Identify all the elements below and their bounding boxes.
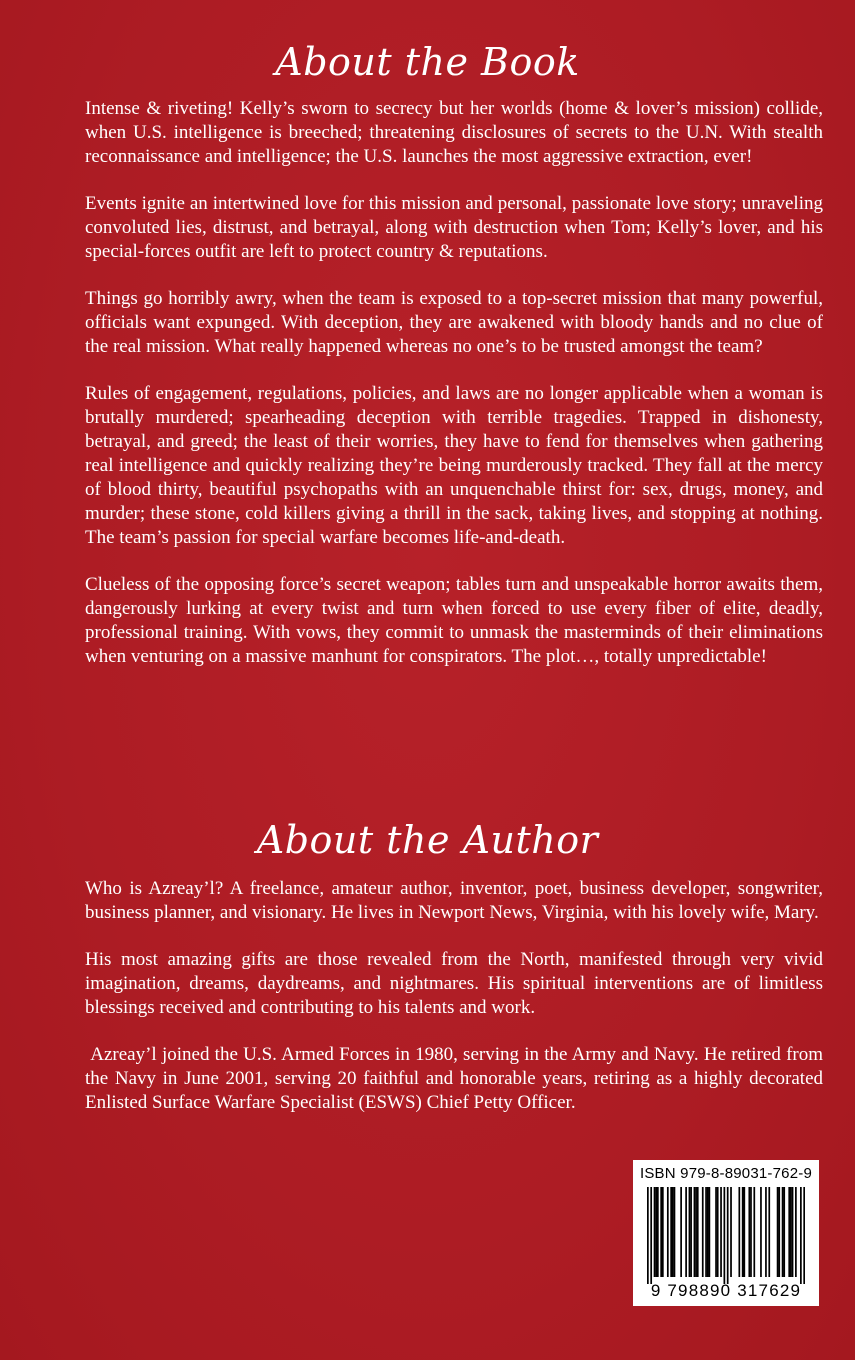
book-paragraph-4: Rules of engagement, regulations, policies, and laws are no longer applicable when a woman is brutally murdered; spearheading deception with terrible tragedies. Trapped in dishonesty, betrayal, and greed; the least of their worries, they have to fend for themselves when gathering real intelligence and quickly realizing they’re being murderously tracked. They fall at the mercy of blood thirty, beautiful psychopaths with an unquenchable thirst for: sex, drugs, money, and murder; these stone, cold killers giving a thrill in the sack, taking lives, and stopping at nothing. The team’s passion for special warfare becomes life-and-death.: [85, 383, 823, 548]
barcode-bar: [672, 1187, 674, 1277]
author-paragraph-3: Azreay’l joined the U.S. Armed Forces in 1980, serving in the Army and Navy. He retired from the Navy in June 2001, serving 20 faithful and honorable years, retiring as a highly decorated Enlisted Surface Warfare Specialist (ESWS) Chief Petty Officer.: [85, 1044, 828, 1113]
barcode-bar: [680, 1187, 682, 1277]
barcode-bar: [707, 1187, 709, 1277]
barcode-bar: [765, 1187, 767, 1277]
barcode-bar: [647, 1187, 649, 1284]
barcode-bar: [660, 1187, 662, 1277]
barcode-bar: [768, 1187, 770, 1277]
barcode-bar: [709, 1187, 711, 1277]
book-paragraph-2: Events ignite an intertwined love for this mission and personal, passionate love story; unraveling convoluted lies, distrust, and betrayal, along with destruction when Tom; Kelly’s lover, and his special-forces outfit are left to protect country & reputations.: [85, 193, 823, 262]
barcode-bar: [743, 1187, 745, 1277]
barcode-bar: [689, 1187, 691, 1277]
book-paragraph-1: Intense & riveting! Kelly’s sworn to secrecy but her worlds (home & lover’s mission) collide, when U.S. intelligence is breeched; threatening disclosures of secrets to the U.N. With stealth reconnaissance and intelligence; the U.S. launches the most aggressive extraction, ever!: [85, 98, 823, 167]
barcode-bar: [662, 1187, 664, 1277]
barcode-bar: [760, 1187, 762, 1277]
barcode-bar: [730, 1187, 732, 1277]
barcode-bar: [694, 1187, 696, 1277]
barcode-bar: [670, 1187, 672, 1277]
barcode-bar: [724, 1187, 726, 1284]
barcode-bar: [720, 1187, 722, 1277]
barcode-bar: [753, 1187, 755, 1277]
barcode-bar: [742, 1187, 744, 1277]
barcode-bar: [657, 1187, 659, 1277]
barcode-bar: [697, 1187, 699, 1277]
barcode-bar: [795, 1187, 797, 1277]
barcode-digits: 9 798890 317629: [650, 1281, 802, 1300]
barcode-bar: [667, 1187, 669, 1277]
barcode-bar: [715, 1187, 717, 1277]
barcode-bar: [788, 1187, 790, 1277]
author-paragraph-1: Who is Azreay’l? A freelance, amateur author, inventor, poet, business developer, songwriter, business planner, and visionary. He lives in Newport News, Virginia, with his lovely wife, Mary.: [85, 878, 823, 923]
barcode-bar: [803, 1187, 805, 1284]
barcode-bar: [750, 1187, 752, 1277]
barcode-bar: [654, 1187, 656, 1277]
book-paragraph-3: Things go horribly awry, when the team is exposed to a top-secret mission that many powerful, officials want expunged. With deception, they are awakened with bloody hands and no clue of the real mission. What really happened whereas no one’s to be trusted amongst the team?: [85, 288, 823, 357]
barcode-bar: [738, 1187, 740, 1277]
barcode-bar: [717, 1187, 719, 1277]
barcode-bar: [655, 1187, 657, 1277]
about-author-text: [85, 877, 828, 1138]
barcode-bar: [800, 1187, 802, 1284]
author-paragraph-2: His most amazing gifts are those revealed from the North, manifested through very vivid imagination, dreams, daydreams, and nightmares. His spiritual interventions are of limitless blessings received and contributing to his talents and work.: [85, 949, 823, 1018]
barcode-bar: [674, 1187, 676, 1277]
barcode-bar: [783, 1187, 785, 1277]
barcode-bar: [748, 1187, 750, 1277]
barcode-bar: [778, 1187, 780, 1277]
about-author-heading: About the Author: [256, 818, 599, 862]
barcode-bars: [647, 1187, 805, 1284]
barcode-bar: [782, 1187, 784, 1277]
about-book-text: [85, 97, 823, 692]
barcode-bar: [702, 1187, 704, 1277]
isbn-barcode: [633, 1160, 819, 1306]
isbn-label: ISBN 979-8-89031-762-9: [639, 1165, 812, 1182]
barcode-bar: [695, 1187, 697, 1277]
barcode-bar: [650, 1187, 652, 1284]
about-book-heading: About the Book: [275, 40, 580, 84]
barcode-bar: [727, 1187, 729, 1284]
barcode-bar: [685, 1187, 687, 1277]
book-paragraph-5: Clueless of the opposing force’s secret weapon; tables turn and unspeakable horror awaits them, dangerously lurking at every twist and turn when forced to use every fiber of elite, deadly, professional training. With vows, they commit to unmask the masterminds of their eliminations when venturing on a massive manhunt for conspirators. The plot…, totally unpredictable!: [85, 574, 823, 667]
barcode-bar: [792, 1187, 794, 1277]
barcode-bar: [705, 1187, 707, 1277]
barcode-bar: [790, 1187, 792, 1277]
barcode-bar: [690, 1187, 692, 1277]
barcode-bar: [777, 1187, 779, 1277]
